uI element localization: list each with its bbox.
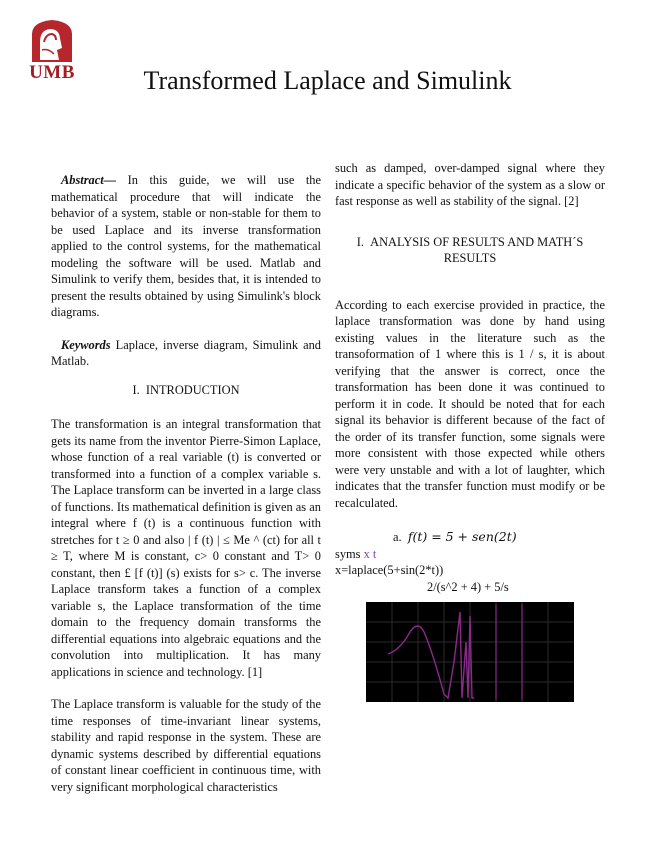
page-title: Transformed Laplace and Simulink [143, 66, 512, 95]
introduction-heading [51, 382, 321, 399]
code-command: syms [335, 546, 361, 561]
keywords-label: Keywords [61, 337, 111, 352]
simulink-scope-plot [366, 602, 574, 702]
abstract-label: Abstract— [61, 173, 117, 187]
scope-graph [366, 602, 574, 702]
item-label: a. [393, 530, 402, 544]
code-variables: x t [360, 546, 377, 561]
code-line-2: x=laplace(5+sin(2*t)) [335, 563, 444, 577]
section-title-line-1: ANALYSIS OF RESULTS AND MATH´S [370, 234, 584, 249]
section-number: I. [356, 234, 364, 249]
logo-text: UMB [29, 62, 75, 83]
scope-curve [388, 612, 474, 698]
code-line-1 [335, 546, 605, 563]
section-title: INTRODUCTION [145, 382, 240, 397]
abstract [51, 172, 321, 321]
abstract-text: In this guide, we will use the mathematical procedure that will indicate the behavior of a system, stable or non-stable for them to be used Laplace and its inverse transformation applied to the control systems, for the mathematical modeling the software will be used. Matlab and Simulink to verify them, besides that, it is intended to present the results obtained by using Simulink's block diagrams. [51, 173, 321, 319]
right-column [335, 160, 605, 595]
section-title-line-2: RESULTS [443, 251, 497, 265]
continued-paragraph: such as damped, over-damped signal where they indicate a specific behavior of the system as a slow or fast response as well as stability of the signal. [2] [335, 161, 605, 208]
exercise-item [335, 529, 605, 546]
umb-emblem-icon [26, 18, 78, 64]
left-column [51, 172, 321, 795]
analysis-heading [335, 234, 605, 267]
introduction-paragraph-2: The Laplace transform is valuable for the study of the time responses of time-invariant linear systems, stability and rapid response in the system. These are dynamic systems described by differential equations of constant linear coefficient in continuous time, with very significant morphological characteristics [51, 697, 321, 794]
analysis-paragraph: According to each exercise provided in practice, the laplace transformation was done by hand using existing values in the literature such as the transoformation of 1 where this is 1 / s, it is about verifying that the answer is correct, once the transformation has been done it was continued to perform it in code. It should be noted that for each signal its behavior is different because of the fact of the order of its transfer function, some signals were more consistent with those expected while others were very unstable and with a lot of laughter, which indicates that the transfer function must modify or be recalculated. [335, 297, 605, 510]
introduction-paragraph-1: The transformation is an integral transformation that gets its name from the inventor Pierre-Simon Laplace, whose function of a real variable (t) is converted or transformed into a function of a complex variable s. The Laplace transform can be inverted in a large class of functions. Its mathematical definition is given as an integral where f (t) is a continuous function with stretches for t ≥ 0 and also | f (t) | ≤ Me ^ (ct) for all t ≥ T, where M is constant, c> 0 constant and T> 0 constant, then £ [f (t)] (s) exists for s> c. The inverse Laplace transform takes a function of a complex variable s, the Laplace transformation of the time domain to the frequency domain transforms the differential equations into algebraic equations and the convolution into multiplication. It has many applications in science and technology. [1] [51, 417, 321, 679]
keywords [51, 337, 321, 370]
item-formula: f(t) = 5 + sen(2t) [407, 529, 517, 544]
section-number: I. [132, 382, 140, 397]
keywords-text: Laplace, inverse diagram, Simulink and Matlab. [51, 337, 321, 368]
code-result: 2/(s^2 + 4) + 5/s [427, 579, 509, 594]
